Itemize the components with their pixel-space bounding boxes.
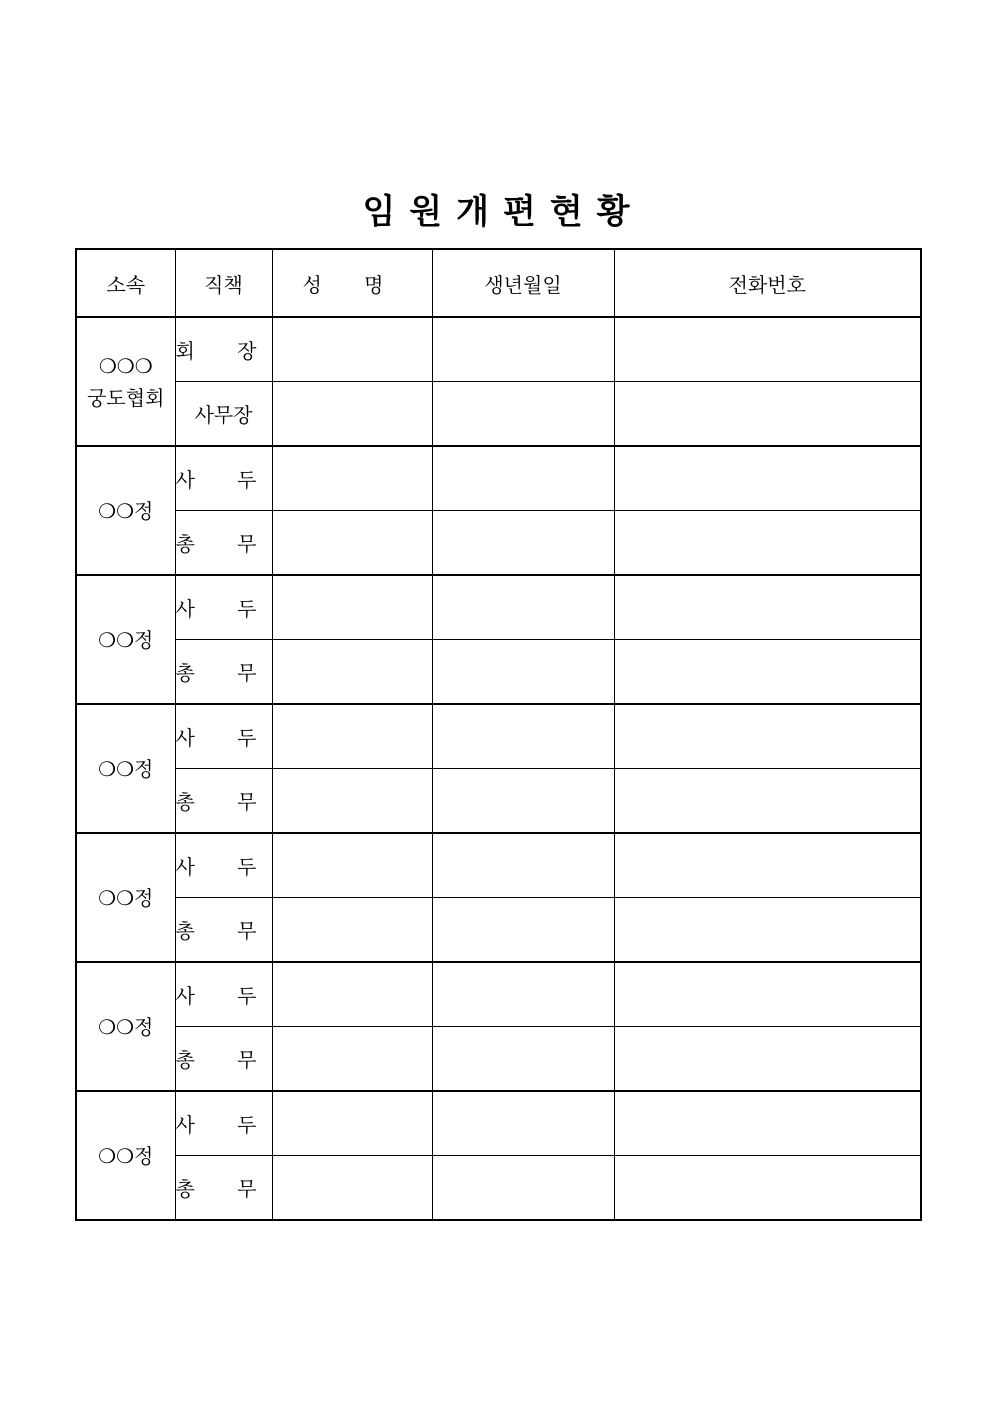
- birthdate-cell[interactable]: [432, 317, 614, 382]
- affiliation-cell: [76, 1091, 175, 1220]
- birthdate-cell[interactable]: [432, 575, 614, 640]
- table-row: [76, 704, 921, 769]
- phone-cell[interactable]: [614, 446, 921, 511]
- position-cell: 총 무: [175, 898, 272, 963]
- birthdate-cell[interactable]: [432, 1156, 614, 1221]
- header-phone: 전화번호: [614, 249, 921, 317]
- birthdate-cell[interactable]: [432, 898, 614, 963]
- position-cell: 사 두: [175, 833, 272, 898]
- birthdate-cell[interactable]: [432, 446, 614, 511]
- position-cell: 사 두: [175, 962, 272, 1027]
- birthdate-cell[interactable]: [432, 511, 614, 576]
- phone-cell[interactable]: [614, 962, 921, 1027]
- table-row: [76, 511, 921, 576]
- table-row: [76, 382, 921, 447]
- phone-cell[interactable]: [614, 317, 921, 382]
- affiliation-label: ❍❍정: [98, 885, 154, 910]
- name-cell[interactable]: [272, 898, 432, 963]
- header-position: 직책: [175, 249, 272, 317]
- table-row: [76, 1091, 921, 1156]
- table-row: [76, 833, 921, 898]
- table-row: [76, 575, 921, 640]
- phone-cell[interactable]: [614, 704, 921, 769]
- name-cell[interactable]: [272, 962, 432, 1027]
- name-cell[interactable]: [272, 1027, 432, 1092]
- position-cell: 총 무: [175, 511, 272, 576]
- officer-roster-table: [75, 248, 922, 1221]
- header-affiliation: 소속: [76, 249, 175, 317]
- name-cell[interactable]: [272, 382, 432, 447]
- birthdate-cell[interactable]: [432, 833, 614, 898]
- name-cell[interactable]: [272, 511, 432, 576]
- table-row: [76, 1027, 921, 1092]
- affiliation-cell: [76, 575, 175, 704]
- name-cell[interactable]: [272, 1156, 432, 1221]
- name-cell[interactable]: [272, 575, 432, 640]
- table-row: [76, 1156, 921, 1221]
- name-cell[interactable]: [272, 317, 432, 382]
- phone-cell[interactable]: [614, 833, 921, 898]
- position-cell: 총 무: [175, 1156, 272, 1221]
- affiliation-label: ❍❍정: [98, 1143, 154, 1168]
- phone-cell[interactable]: [614, 382, 921, 447]
- name-cell[interactable]: [272, 640, 432, 705]
- birthdate-cell[interactable]: [432, 769, 614, 834]
- affiliation-label: ❍❍정: [98, 498, 154, 523]
- birthdate-cell[interactable]: [432, 962, 614, 1027]
- position-cell: 총 무: [175, 1027, 272, 1092]
- table-row: [76, 898, 921, 963]
- position-cell: 사 두: [175, 575, 272, 640]
- affiliation-cell: [76, 704, 175, 833]
- name-cell[interactable]: [272, 704, 432, 769]
- position-cell: 사 두: [175, 704, 272, 769]
- affiliation-label-line2: 궁도협회: [87, 385, 165, 410]
- phone-cell[interactable]: [614, 575, 921, 640]
- table-row: [76, 962, 921, 1027]
- position-cell: 사 두: [175, 1091, 272, 1156]
- affiliation-label: ❍❍정: [98, 756, 154, 781]
- header-birthdate: 생년월일: [432, 249, 614, 317]
- birthdate-cell[interactable]: [432, 640, 614, 705]
- affiliation-label: ❍❍정: [98, 627, 154, 652]
- affiliation-cell: [76, 317, 175, 446]
- phone-cell[interactable]: [614, 511, 921, 576]
- name-cell[interactable]: [272, 833, 432, 898]
- phone-cell[interactable]: [614, 769, 921, 834]
- name-cell[interactable]: [272, 1091, 432, 1156]
- birthdate-cell[interactable]: [432, 382, 614, 447]
- affiliation-cell: [76, 446, 175, 575]
- birthdate-cell[interactable]: [432, 1091, 614, 1156]
- table-row: [76, 640, 921, 705]
- position-cell: 사 두: [175, 446, 272, 511]
- document-title: 임원개편현황: [362, 192, 644, 232]
- name-cell[interactable]: [272, 769, 432, 834]
- phone-cell[interactable]: [614, 1027, 921, 1092]
- header-name: 성 명: [272, 249, 432, 317]
- position-cell: 회 장: [175, 317, 272, 382]
- birthdate-cell[interactable]: [432, 704, 614, 769]
- affiliation-cell: [76, 962, 175, 1091]
- position-cell: 총 무: [175, 640, 272, 705]
- phone-cell[interactable]: [614, 898, 921, 963]
- affiliation-cell: [76, 833, 175, 962]
- affiliation-label: ❍❍정: [98, 1014, 154, 1039]
- name-cell[interactable]: [272, 446, 432, 511]
- phone-cell[interactable]: [614, 640, 921, 705]
- phone-cell[interactable]: [614, 1091, 921, 1156]
- phone-cell[interactable]: [614, 1156, 921, 1221]
- birthdate-cell[interactable]: [432, 1027, 614, 1092]
- table-header-row: [76, 249, 921, 317]
- table-row: [76, 446, 921, 511]
- affiliation-label-line1: ❍❍❍: [98, 353, 153, 378]
- position-cell: 총 무: [175, 769, 272, 834]
- position-cell: 사무장: [175, 382, 272, 447]
- table-row: [76, 317, 921, 382]
- table-row: [76, 769, 921, 834]
